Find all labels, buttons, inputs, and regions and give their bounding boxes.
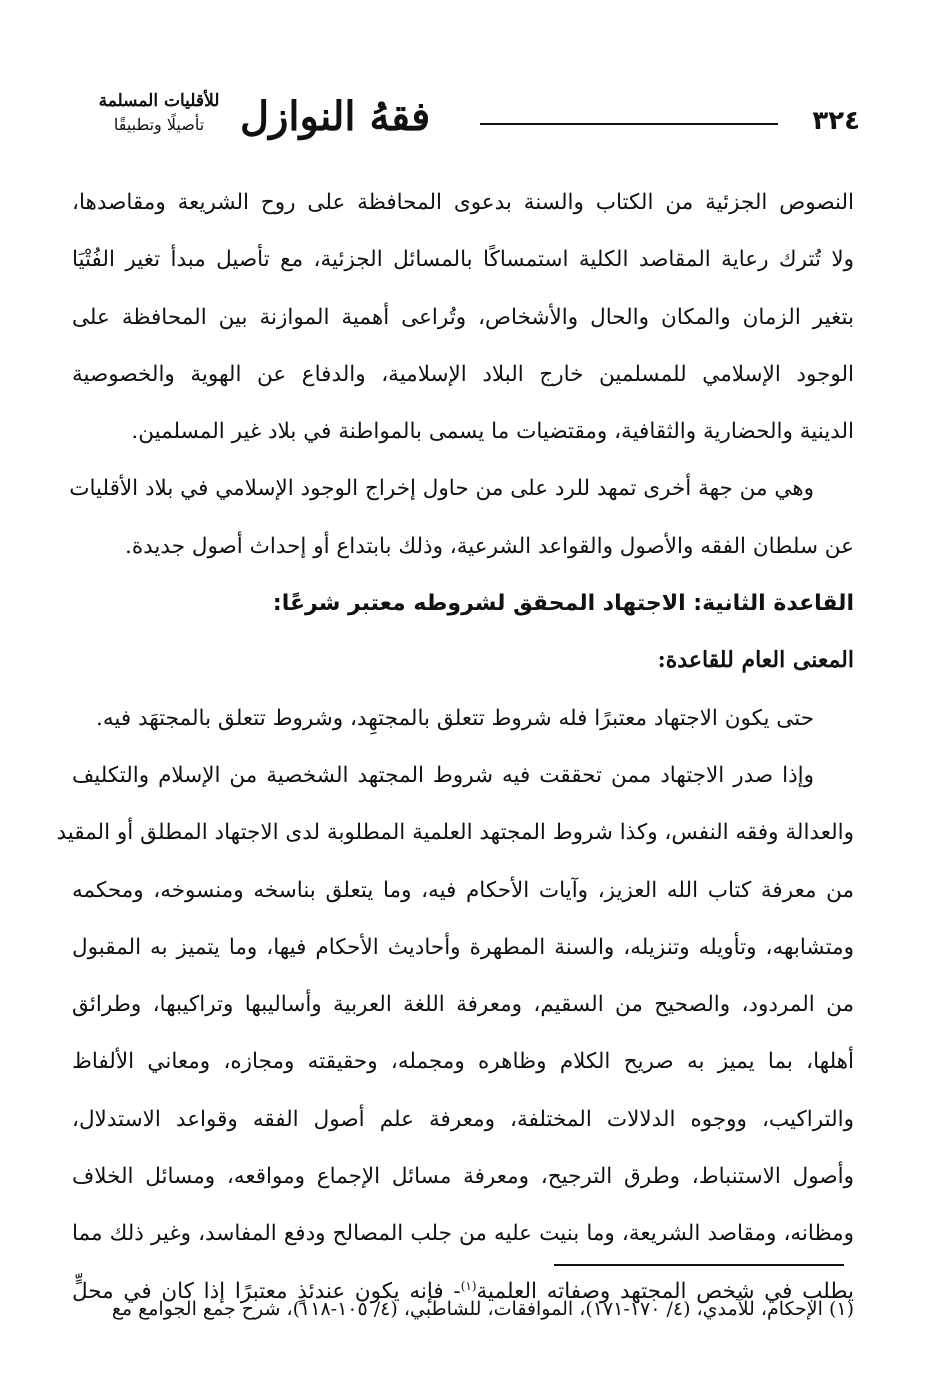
- footnote-marker[interactable]: (١): [460, 1278, 477, 1293]
- text-line: الوجود الإسلامي للمسلمين خارج البلاد الإسلامية، والدفاع عن الهوية والخصوصية: [72, 361, 854, 387]
- book-subtitle: [80, 88, 238, 136]
- text-line: وإذا صدر الاجتهاد ممن تحققت فيه شروط المجتهد الشخصية من الإسلام والتكليف: [72, 762, 814, 788]
- book-subtitle-line-2: تأصيلًا وتطبيقًا: [113, 115, 205, 134]
- text-line: وأصول الاستنباط، وطرق الترجيح، ومعرفة مسائل الإجماع ومواقعه، ومسائل الخلاف: [72, 1164, 854, 1190]
- text-line: ومظانه، ومقاصد الشريعة، وما بنيت عليه من جلب المصالح ودفع المفاسد، وغير ذلك مما: [72, 1221, 854, 1247]
- text-line: ومتشابهه، وتأويله وتنزيله، والسنة المطهرة وأحاديث الأحكام فيها، وما يتميز به المقبول: [72, 934, 854, 960]
- text-line: أهلها، بما يميز به صريح الكلام وظاهره ومجمله، وحقيقته ومجازه، ومعاني الألفاظ: [72, 1049, 854, 1075]
- header-rule: [480, 123, 778, 125]
- footnote-separator: [554, 1264, 844, 1266]
- text-line: من معرفة كتاب الله العزيز، وآيات الأحكام فيه، وما يتعلق بناسخه ومنسوخه، ومحكمه: [72, 877, 854, 903]
- text-line: ولا تُترك رعاية المقاصد الكلية استمساكًا بالمسائل الجزئية، مع تأصيل مبدأ تغير الفُتْيَا: [72, 247, 854, 273]
- text-line: الدينية والحضارية والثقافية، ومقتضيات ما يسمى بالمواطنة في بلاد غير المسلمين.: [131, 419, 854, 445]
- book-title: فقهُ النوازل: [240, 93, 431, 140]
- text-line: والتراكيب، ووجوه الدلالات المختلفة، ومعرفة علم أصول الفقه وقواعد الاستدلال،: [72, 1106, 854, 1132]
- footnote: (١) الإحكام، للآمدي، (٤/ ١٧٠-١٧١)، الموافقات، للشاطبي، (٤/ ١٠٥-١١٨)، شرح جمع الجوامع مع: [111, 1298, 854, 1320]
- text-line: عن سلطان الفقه والأصول والقواعد الشرعية، وذلك بابتداع أو إحداث أصول جديدة.: [125, 533, 854, 559]
- text-segment: يطلب في شخص المجتهد وصفاته العلمية: [476, 1278, 854, 1304]
- text-line: والعدالة وفقه النفس، وكذا شروط المجتهد العلمية المطلوبة لدى الاجتهاد المطلق أو المقيد: [56, 820, 854, 846]
- book-subtitle-line-1: للأقليات المسلمة: [98, 91, 220, 111]
- text-segment: - فإنه يكون عندئذٍ معتبرًا إذا كان في محلٍّ: [72, 1278, 461, 1304]
- text-line: النصوص الجزئية من الكتاب والسنة بدعوى المحافظة على روح الشريعة ومقاصدها،: [72, 190, 854, 215]
- text-line: من المردود، والصحيح من السقيم، ومعرفة اللغة العربية وأساليبها وتراكيبها، وطرائق: [72, 992, 854, 1018]
- page-header: [70, 70, 860, 150]
- subsection-heading: المعنى العام للقاعدة:: [657, 647, 854, 674]
- body-text: [56, 174, 854, 1320]
- section-heading: القاعدة الثانية: الاجتهاد المحقق لشروطه معتبر شرعًا:: [272, 591, 854, 617]
- text-line: بتغير الزمان والمكان والحال والأشخاص، وتُراعى أهمية الموازنة بين المحافظة على: [72, 304, 854, 330]
- page-number: ٣٢٤: [812, 106, 860, 136]
- text-line: حتى يكون الاجتهاد معتبرًا فله شروط تتعلق بالمجتهِد، وشروط تتعلق بالمجتهَد فيه.: [96, 705, 814, 731]
- text-line: وهي من جهة أخرى تمهد للرد على من حاول إخراج الوجود الإسلامي في بلاد الأقليات: [69, 476, 814, 502]
